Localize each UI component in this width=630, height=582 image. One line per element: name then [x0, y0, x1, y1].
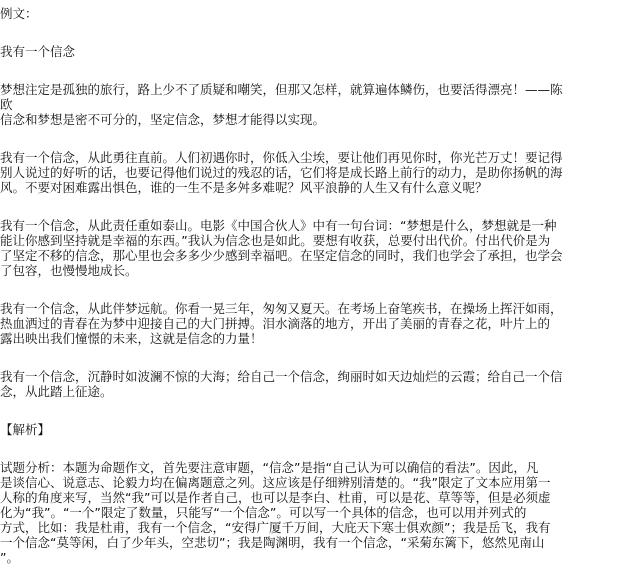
text-line: 热血洒过的青春在为梦中迎接自己的大门拼搏。泪水滴落的地方，开出了美丽的青春之花，叶片上的	[0, 316, 551, 331]
text-line: 风。不要对困难露出惧色，谁的一生不是多舛多难呢？风平浪静的人生又有什么意义呢？	[0, 180, 488, 195]
essay-title: 我有一个信念	[0, 44, 76, 59]
paragraph-1	[0, 82, 620, 127]
text-line: 念，从此踏上征途。	[0, 384, 113, 399]
text-line: 了坚定不移的信念，那心里也会多多少少感到幸福吧。在坚定信念的同时，我们也学会了承担，也学会	[0, 248, 563, 263]
text-line: 了包容，也慢慢地成长。	[0, 263, 138, 278]
text-line: 试题分析：本题为命题作文，首先要注意审题，“信念”是指“自己认为可以确信的看法”。因此，凡	[0, 460, 539, 475]
text-line: 方式，比如：我是杜甫，我有一个信念，“安得广厦千万间，大庇天下寒士俱欢颜”；我是岳飞，我有	[0, 520, 551, 535]
text-line: 能让你感到坚持就是幸福的东西。”我认为信念也是如此。要想有收获，总要付出代价。付出代价是为	[0, 233, 551, 248]
paragraph-2	[0, 150, 620, 195]
text-line: 一个信念“莫等闲，白了少年头，空悲切”；我是陶渊明，我有一个信念，“采菊东篱下，悠然见南山	[0, 535, 545, 550]
text-line: 露出映出我们憧憬的未来，这就是信念的力量！	[0, 331, 263, 346]
text-line: 化为“我”。“一个”限定了数量，只能写“一个信念”。可以写一个具体的信念，也可以用并列式的	[0, 505, 527, 520]
paragraph-3	[0, 218, 620, 278]
analysis-paragraph	[0, 460, 620, 565]
example-label: 例文：	[0, 6, 38, 21]
text-line: 欧	[0, 97, 13, 112]
paragraph-5	[0, 369, 620, 399]
text-line: 别人说过的好听的话，也要记得他们说过的残忍的话，它们将是成长路上前行的动力，是助你扬帆的海	[0, 165, 563, 180]
text-line: 我有一个信念，沉静时如波澜不惊的大海；给自己一个信念，绚丽时如天边灿烂的云霞；给自己一个信	[0, 369, 563, 384]
paragraph-4	[0, 301, 620, 346]
text-line: 我有一个信念，从此责任重如泰山。电影《中国合伙人》中有一句台词：“梦想是什么，梦想就是一种	[0, 218, 557, 233]
text-line: 梦想注定是孤独的旅行，路上少不了质疑和嘲笑，但那又怎样，就算遍体鳞伤，也要活得漂亮！——陈	[0, 82, 563, 97]
analysis-label: 【解析】	[0, 422, 51, 437]
text-line: 我有一个信念，从此勇往直前。人们初遇你时，你低入尘埃，要让他们再见你时，你光芒万丈！要记得	[0, 150, 563, 165]
text-line: 是谈信心、说意志、论毅力均在偏离题意之列。这应该是仔细辨别清楚的。“我”限定了文本应用第一	[0, 475, 551, 490]
text-line: 我有一个信念，从此伴梦远航。你看一晃三年，匆匆又夏天。在考场上奋笔疾书，在操场上挥汗如雨，	[0, 301, 563, 316]
text-line: 信念和梦想是密不可分的，坚定信念，梦想才能得以实现。	[0, 112, 326, 127]
text-line: ”。	[0, 550, 19, 565]
text-line: 人称的角度来写，当然“我”可以是作者自己，也可以是李白、杜甫，可以是花、草等等，但是必须虚	[0, 490, 551, 505]
